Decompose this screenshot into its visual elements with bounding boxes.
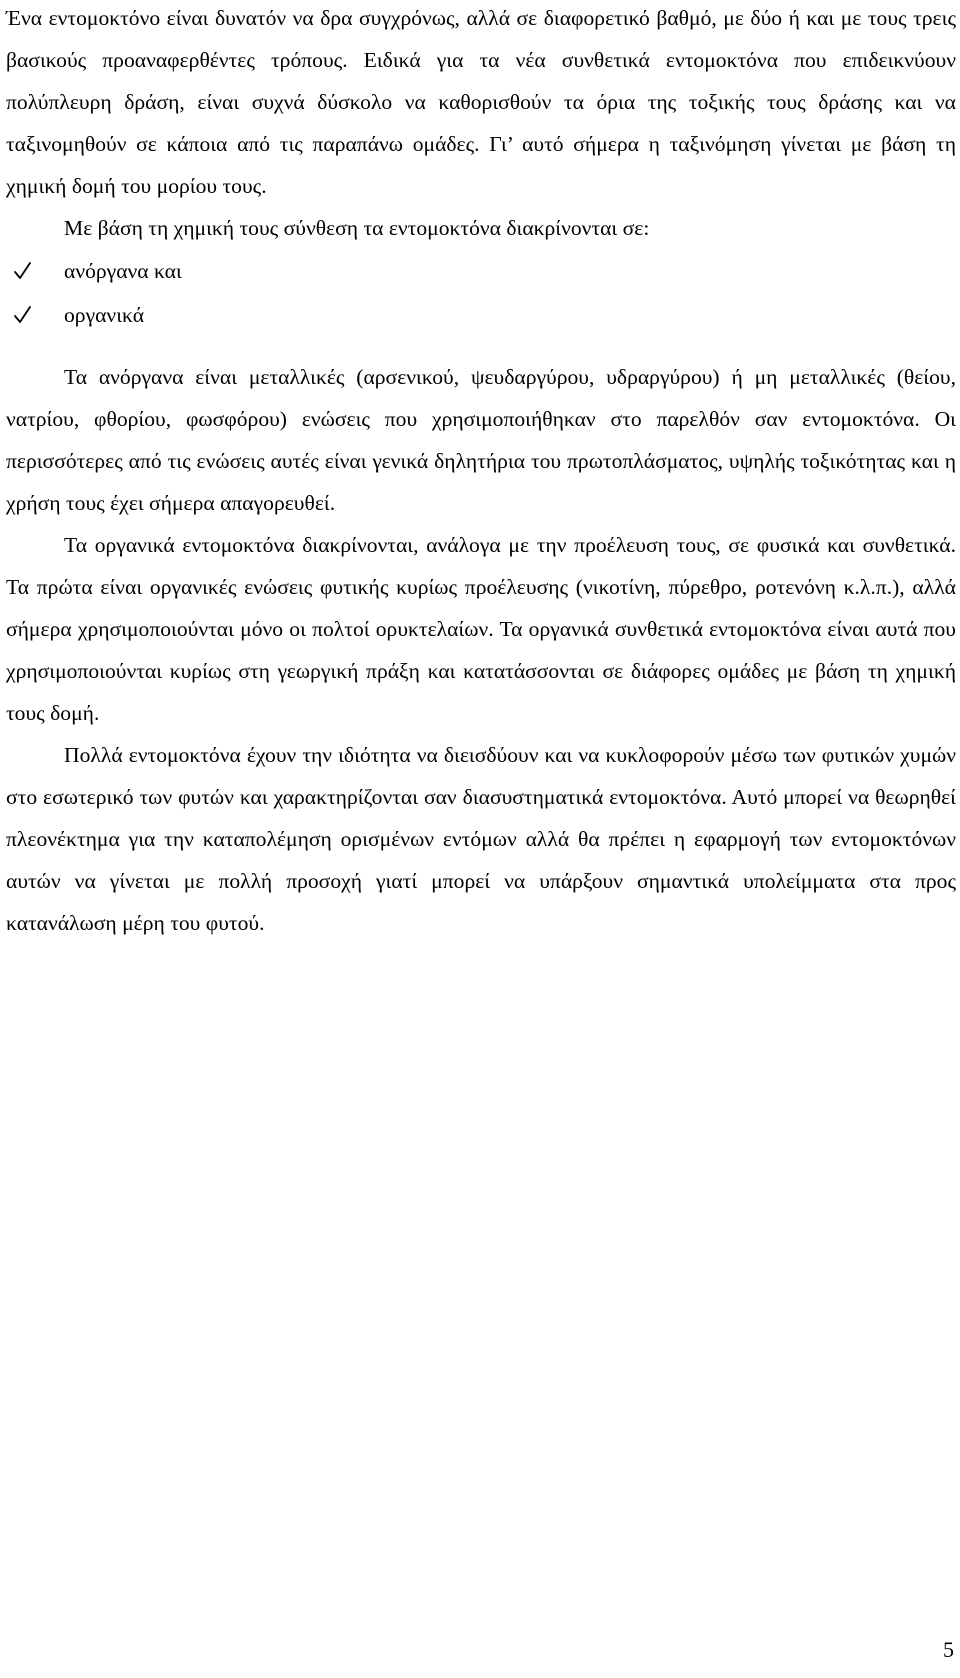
classification-list bbox=[6, 249, 956, 337]
paragraph-organic: Τα οργανικά εντομοκτόνα διακρίνονται, ανάλογα με την προέλευση τους, σε φυσικά και συνθετικά. Τα πρώτα είναι οργανικές ενώσεις φυτικής κυρίως προέλευσης (νικοτίνη, πύρεθρο, ροτενόνη κ.λ.π.), αλλά σήμερα χρησιμοποιούνται μόνο οι πολτοί ορυκτελαίων. Τα οργανικά συνθετικά εντομοκτόνα είναι αυτά που χρησιμοποιούνται κυρίως στη γεωργική πράξη και κατατάσσονται σε διάφορες ομάδες με βάση τη χημική τους δομή. bbox=[6, 533, 956, 725]
list-item bbox=[6, 249, 956, 293]
list-item-label: οργανικά bbox=[64, 303, 145, 327]
checkmark-icon bbox=[12, 261, 32, 281]
paragraph-intro: Ένα εντομοκτόνο είναι δυνατόν να δρα συγχρόνως, αλλά σε διαφορετικό βαθμό, με δύο ή και με τους τρεις βασικούς προαναφερθέντες τρόπους. Ειδικά για τα νέα συνθετικά εντομοκτόνα που επιδεικνύουν πολύπλευρη δράση, είναι συχνά δύσκολο να καθορισθούν τα όρια της τοξικής τους δράσης και να ταξινομηθούν σε κάποια από τις παραπάνω ομάδες. Γι’ αυτό σήμερα η ταξινόμηση γίνεται με βάση τη χημική δομή του μορίου τους. bbox=[6, 6, 956, 198]
top-section bbox=[6, 0, 956, 337]
list-item bbox=[6, 293, 956, 337]
page-number: 5 bbox=[943, 1637, 954, 1662]
checkmark-icon bbox=[12, 305, 32, 325]
list-item-label: ανόργανα και bbox=[64, 259, 182, 283]
paragraph-inorganic: Τα ανόργανα είναι μεταλλικές (αρσενικού, ψευδαργύρου, υδραργύρου) ή μη μεταλλικές (θείου, νατρίου, φθορίου, φωσφόρου) ενώσεις που χρησιμοποιήθηκαν στο παρελθόν σαν εντομοκτόνα. Οι περισσότερες από τις ενώσεις αυτές είναι γενικά δηλητήρια του πρωτοπλάσματος, υψηλής τοξικότητας και η χρήση τους έχει σήμερα απαγορευθεί. bbox=[6, 365, 956, 515]
bottom-section bbox=[6, 356, 956, 944]
list-intro: Με βάση τη χημική τους σύνθεση τα εντομοκτόνα διακρίνονται σε: bbox=[64, 216, 650, 240]
paragraph-systemic: Πολλά εντομοκτόνα έχουν την ιδιότητα να διεισδύουν και να κυκλοφορούν μέσω των φυτικών χυμών στο εσωτερικό των φυτών και χαρακτηρίζονται σαν διασυστηματικά εντομοκτόνα. Αυτό μπορεί να θεωρηθεί πλεονέκτημα για την καταπολέμηση ορισμένων εντόμων αλλά θα πρέπει η εφαρμογή των εντομοκτόνων αυτών να γίνεται με πολλή προσοχή γιατί μπορεί να υπάρξουν σημαντικά υπολείμματα στα προς κατανάλωση μέρη του φυτού. bbox=[6, 743, 956, 935]
